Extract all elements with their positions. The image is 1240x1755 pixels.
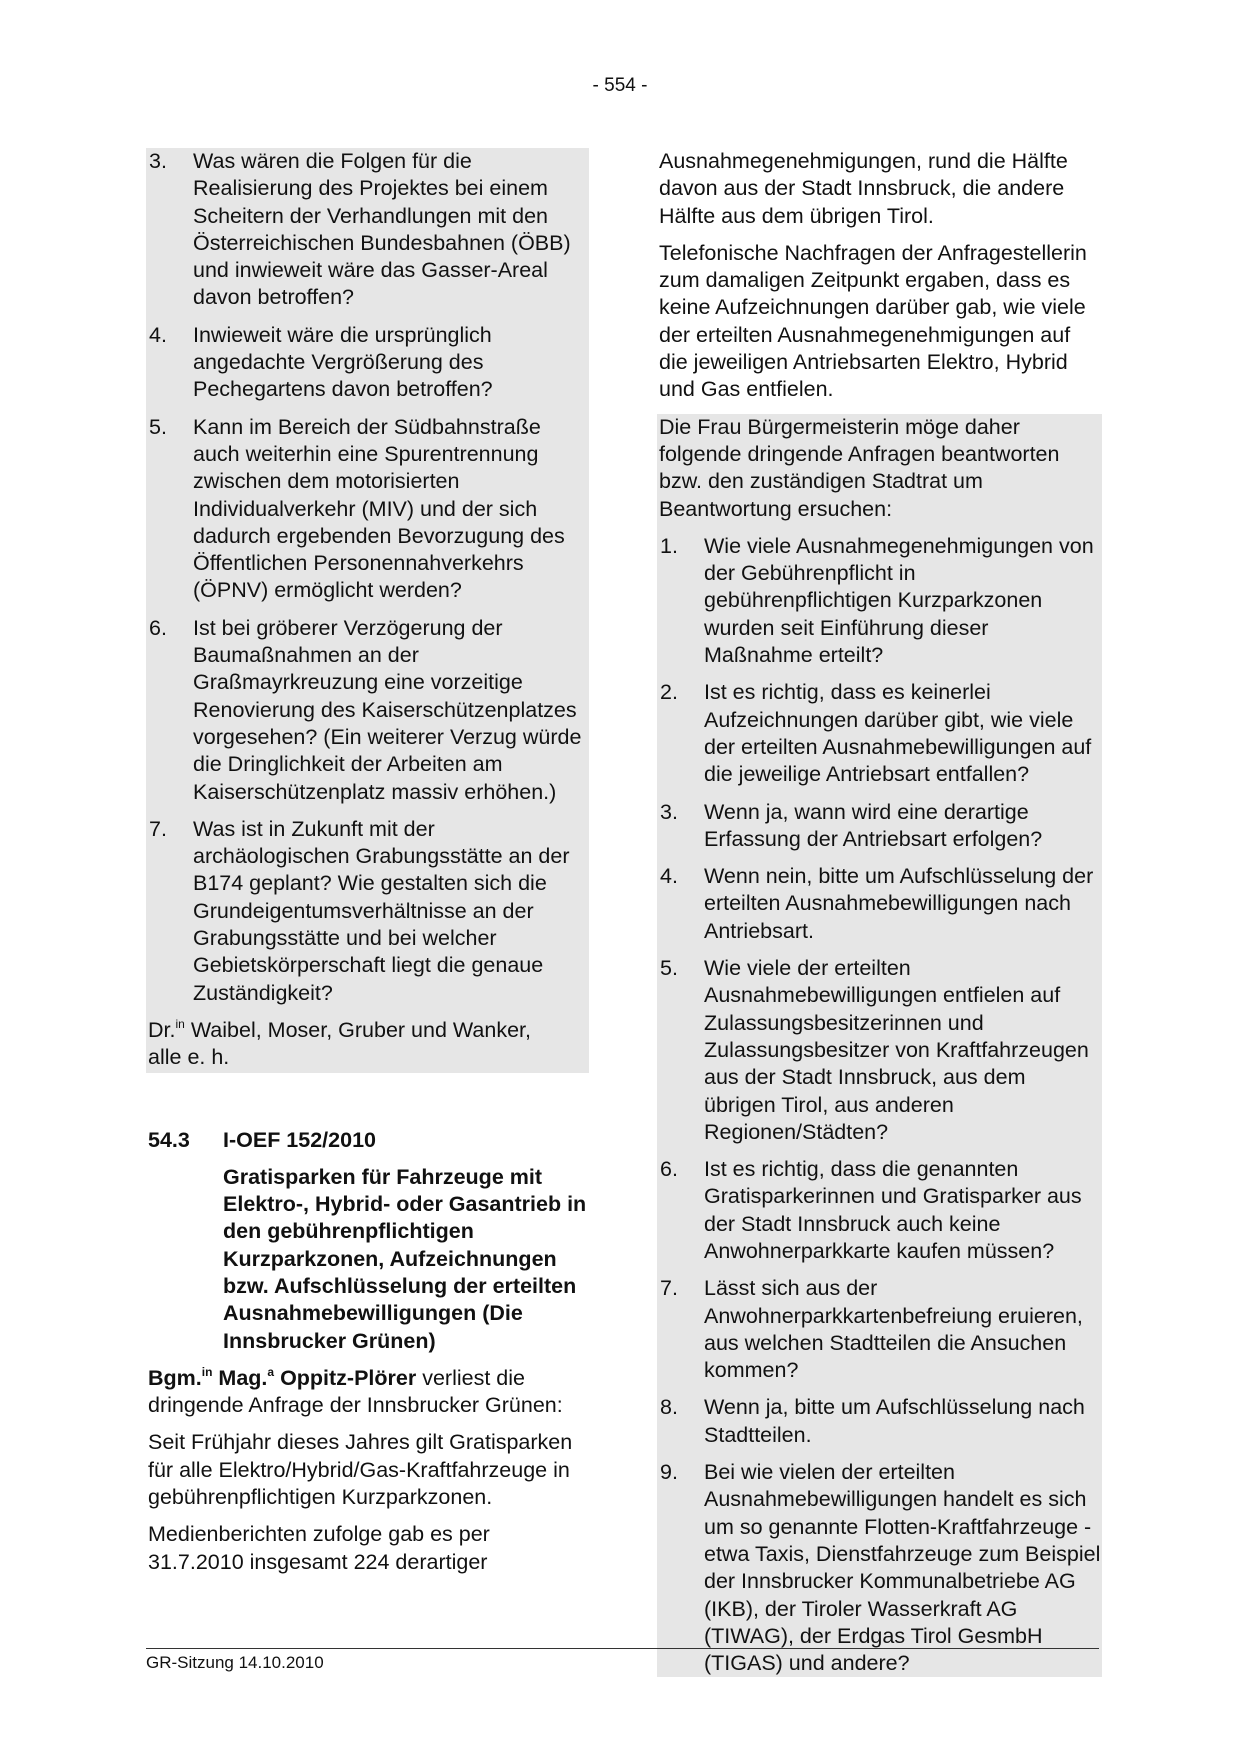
question-item — [657, 955, 1102, 1146]
question-item — [657, 1459, 1102, 1677]
question-number: 9. — [660, 1460, 678, 1485]
question-text: Ist es richtig, dass es keinerlei Aufzeichnungen darüber gibt, wie viele der erteilten Ausnahmebewilligungen auf die jeweilige Antriebsart entfallen? — [704, 680, 1092, 787]
question-text: Wie viele Ausnahmegenehmigungen von der Gebührenpflicht in gebührenpflichtigen Kurzparkzonen wurden seit Einführung dieser Maßnahme erteilt? — [704, 533, 1094, 668]
question-number: 5. — [660, 956, 678, 981]
question-item — [146, 615, 589, 806]
question-text: Lässt sich aus der Anwohnerparkkartenbefreiung eruieren, aus welchen Stadtteilen die Ansuchen kommen? — [704, 1276, 1083, 1383]
question-number: 2. — [660, 680, 678, 705]
signature: Dr.$^{in}$ Waibel, Moser, Gruber und Wanker, alle e. h. — [148, 1016, 531, 1070]
question-number: 3. — [660, 799, 678, 824]
agenda-item-heading — [146, 1127, 589, 1154]
question-item — [657, 863, 1102, 945]
agenda-item-number: 54.3 — [148, 1127, 190, 1152]
question-item — [657, 1275, 1102, 1384]
question-number: 4. — [660, 864, 678, 889]
question-number: 6. — [149, 615, 167, 640]
request-paragraph: Die Frau Bürgermeisterin möge daher folgende dringende Anfragen beantworten bzw. den zuständigen Stadtrat um Beantwortung ersuchen: — [659, 414, 1060, 521]
question-item — [657, 679, 1102, 788]
intro-paragraph: Bgm.$^{in}$ Mag.$^a$ Oppitz-Plörer verliest die dringende Anfrage der Innsbrucker Grünen: — [148, 1364, 563, 1418]
paragraph: Ausnahmegenehmigungen, rund die Hälfte davon aus der Stadt Innsbruck, die andere Hälfte aus dem übrigen Tirol. — [659, 149, 1068, 228]
question-item — [657, 533, 1102, 669]
question-number: 8. — [660, 1395, 678, 1420]
question-number: 7. — [660, 1276, 678, 1301]
left-column — [146, 148, 589, 1586]
question-number: 7. — [149, 816, 167, 841]
question-text: Bei wie vielen der erteilten Ausnahmebewilligungen handelt es sich um so genannte Flotten-Kraftfahrzeuge - etwa Taxis, Dienstfahrzeuge zum Beispiel der Innsbrucker Kommunalbetriebe AG (IKB), der Tiroler Wasserkraft AG (TIWAG), der Erdgas Tirol GesmbH (TIGAS) und andere? — [704, 1460, 1101, 1676]
question-number: 4. — [149, 322, 167, 347]
question-number: 3. — [149, 149, 167, 173]
agenda-item-code: I-OEF 152/2010 — [223, 1127, 376, 1152]
paragraph: Seit Frühjahr dieses Jahres gilt Gratisparken für alle Elektro/Hybrid/Gas-Kraftfahrzeuge in gebührenpflichtigen Kurzparkzonen. — [148, 1430, 573, 1510]
right-column — [657, 148, 1102, 1677]
question-text: Wenn ja, wann wird eine derartige Erfassung der Antriebsart erfolgen? — [704, 799, 1043, 851]
paragraph: Telefonische Nachfragen der Anfragestellerin zum damaligen Zeitpunkt ergaben, dass es keine Aufzeichnungen darüber gab, wie viele der erteilten Ausnahmegenehmigungen auf die jeweiligen Antriebsarten Elektro, Hybrid und Gas entfielen. — [659, 240, 1087, 402]
paragraph: Medienberichten zufolge gab es per 31.7.2010 insgesamt 224 derartiger — [148, 1522, 490, 1574]
question-item — [657, 1156, 1102, 1265]
question-text: Wie viele der erteilten Ausnahmebewilligungen entfielen auf Zulassungsbesitzerinnen und Zulassungsbesitzer von Kraftfahrzeugen aus der Stadt Innsbruck, aus dem übrigen Tirol, aus anderen Regionen/Städten? — [704, 956, 1089, 1144]
question-number: 5. — [149, 414, 167, 439]
question-list-right — [657, 533, 1102, 1678]
footer-session-date: GR-Sitzung 14.10.2010 — [146, 1653, 324, 1672]
page-number: - 554 - — [592, 75, 648, 96]
footer-divider — [146, 1648, 1099, 1649]
question-list-left — [146, 148, 589, 1007]
question-text: Wenn nein, bitte um Aufschlüsselung der erteilten Ausnahmebewilligungen nach Antriebsart. — [704, 864, 1094, 943]
question-item — [146, 816, 589, 1007]
question-item — [146, 148, 589, 312]
quoted-questions-block — [146, 148, 589, 1073]
question-number: 6. — [660, 1157, 678, 1182]
question-text: Inwieweit wäre die ursprünglich angedachte Vergrößerung des Pechegartens davon betroffen? — [193, 322, 493, 402]
question-item — [146, 414, 589, 605]
question-text: Was ist in Zukunft mit der archäologischen Grabungsstätte an der B174 geplant? Wie gestalten sich die Grundeigentumsverhältnisse an der Grabungsstätte und bei welcher Gebietskörperschaft liegt die genaue Zuständigkeit? — [193, 816, 570, 1005]
question-item — [657, 1394, 1102, 1449]
question-number: 1. — [660, 533, 678, 558]
question-text: Kann im Bereich der Südbahnstraße auch weiterhin eine Spurentrennung zwischen dem motorisierten Individualverkehr (MIV) und der sich dadurch ergebenden Bevorzugung des Öffentlichen Personennahverkehrs (ÖPNV) ermöglicht werden? — [193, 414, 565, 603]
question-text: Wenn ja, bitte um Aufschlüsselung nach Stadtteilen. — [704, 1395, 1085, 1447]
question-text: Ist bei gröberer Verzögerung der Baumaßnahmen an der Graßmayrkreuzung eine vorzeitige Renovierung des Kaiserschützenplatzes vorgesehen? (Ein weiterer Verzug würde die Dringlichkeit der Arbeiten am Kaiserschützenplatz massiv erhöhen.) — [193, 615, 582, 804]
question-text: Ist es richtig, dass die genannten Gratisparkerinnen und Gratisparker aus der Stadt Innsbruck auch keine Anwohnerparkkarte kaufen müssen? — [704, 1157, 1082, 1263]
question-text: Was wären die Folgen für die Realisierung des Projektes bei einem Scheitern der Verhandlungen mit den Österreichischen Bundesbahnen (ÖBB) und inwieweit wäre das Gasser-Areal davon betroffen? — [193, 149, 571, 310]
question-item — [657, 799, 1102, 854]
request-block — [657, 414, 1102, 1678]
agenda-item-title: Gratisparken für Fahrzeuge mit Elektro-, Hybrid- oder Gasantrieb in den gebührenpflichtigen Kurzparkzonen, Aufzeichnungen bzw. Aufschlüsselung der erteilten Ausnahmebewilligungen (Die Innsbrucker Grünen) — [223, 1164, 587, 1353]
question-item — [146, 322, 589, 404]
